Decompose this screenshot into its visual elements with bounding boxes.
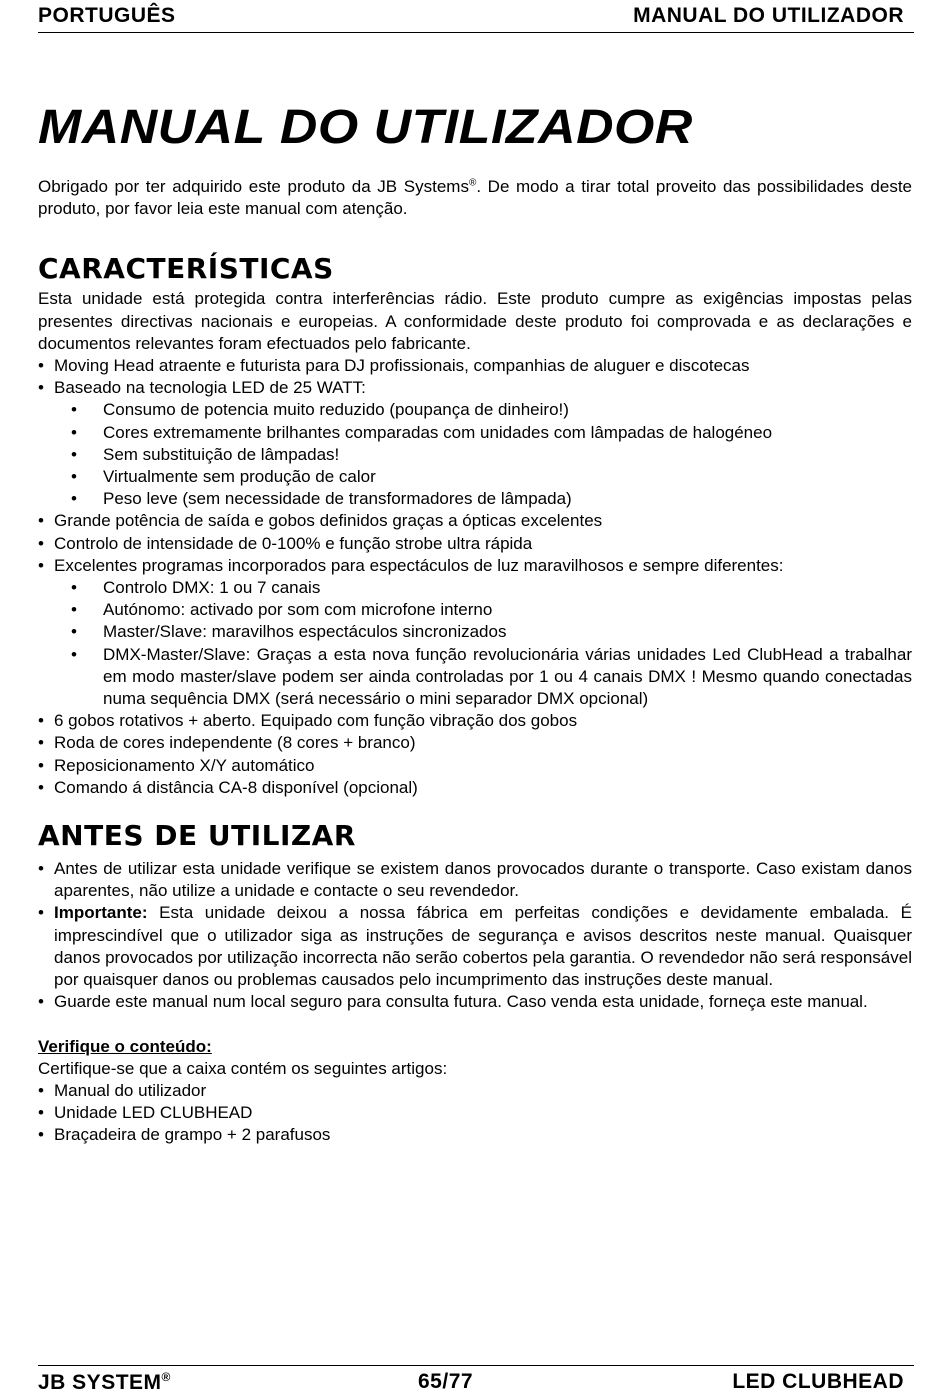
- intro-text: Obrigado por ter adquirido este produto da JB Systems: [38, 177, 469, 196]
- important-label: Importante:: [54, 903, 148, 923]
- list-item: • Antes de utilizar esta unidade verifique se existem danos provocados durante o transporte. Caso existam danos aparentes, não utilize a unidade e contacte o seu revendedor.: [38, 858, 912, 902]
- header-divider: [38, 32, 914, 33]
- list-item: • 6 gobos rotativos + aberto. Equipado com função vibração dos gobos: [38, 710, 912, 732]
- sub-list-item: • Virtualmente sem produção de calor: [38, 466, 912, 488]
- sub-list-item: • Consumo de potencia muito reduzido (poupança de dinheiro!): [38, 399, 912, 421]
- programs-sublist: [38, 577, 912, 710]
- list-item: • Braçadeira de grampo + 2 parafusos: [38, 1124, 912, 1146]
- verify-contents-heading: Verifique o conteúdo:: [38, 1036, 212, 1056]
- list-item: • Guarde este manual num local seguro para consulta futura. Caso venda esta unidade, forneça este manual.: [38, 991, 912, 1013]
- contents-list: [38, 1080, 912, 1147]
- page-title: MANUAL DO UTILIZADOR: [38, 101, 693, 154]
- list-item-text: Baseado na tecnologia LED de 25 WATT:: [54, 378, 366, 398]
- list-item: [38, 377, 912, 510]
- registered-mark: ®: [468, 177, 477, 189]
- footer-brand-text: JB SYSTEM: [38, 1371, 162, 1394]
- features-list: [38, 355, 912, 799]
- list-item: • Roda de cores independente (8 cores + branco): [38, 732, 912, 754]
- list-item: • Reposicionamento X/Y automático: [38, 755, 912, 777]
- sub-list-item: • DMX-Master/Slave: Graças a esta nova função revolucionária várias unidades Led ClubHead a trabalhar em modo master/slave podem ser ainda controladas por 1 ou 4 canais DMX ! Mesmo quando conectadas numa sequência DMX (será necessário o mini separador DMX opcional): [38, 644, 912, 711]
- footer-brand: [38, 1370, 171, 1395]
- list-item: • Controlo de intensidade de 0-100% e função strobe ultra rápida: [38, 533, 912, 555]
- list-item: • Unidade LED CLUBHEAD: [38, 1102, 912, 1124]
- led-sublist: [38, 399, 912, 510]
- sub-list-item: • Cores extremamente brilhantes comparadas com unidades com lâmpadas de halogéneo: [38, 422, 912, 444]
- header-language: PORTUGUÊS: [38, 4, 176, 27]
- intro-text-continued: . De modo a tirar total proveito das possibilidades deste produto, por favor leia este manual com atenção.: [38, 177, 912, 219]
- sub-list-item: • Master/Slave: maravilhos espectáculos sincronizados: [38, 621, 912, 643]
- features-heading: CARACTERÍSTICAS: [38, 252, 334, 286]
- page-number: 65/77: [418, 1370, 474, 1393]
- list-item: • Moving Head atraente e futurista para DJ profissionais, companhias de aluguer e discotecas: [38, 355, 912, 377]
- sub-list-item: • Autónomo: activado por som com microfone interno: [38, 599, 912, 621]
- footer-product: LED CLUBHEAD: [732, 1370, 904, 1393]
- sub-list-item: • Peso leve (sem necessidade de transformadores de lâmpada): [38, 488, 912, 510]
- important-text: Esta unidade deixou a nossa fábrica em perfeitas condições e devidamente embalada. É imprescindível que o utilizador siga as instruções de segurança e avisos descritos neste manual. Quaisquer danos provocados por utilização incorrecta não serão cobertos pela garantia. O revendedor não será responsável por quaisquer danos ou problemas causados pelo incumprimento das instruções deste manual.: [54, 903, 912, 990]
- list-item: • Grande potência de saída e gobos definidos graças a ópticas excelentes: [38, 510, 912, 532]
- footer-divider: [38, 1365, 914, 1366]
- features-paragraph: Esta unidade está protegida contra interferências rádio. Este produto cumpre as exigências impostas pelas presentes directivas nacionais e europeias. A conformidade deste produto foi comprovada e as declarações e documentos relevantes foram efectuados pelo fabricante.: [38, 289, 912, 353]
- page-footer: [38, 1370, 904, 1396]
- list-item: • Manual do utilizador: [38, 1080, 912, 1102]
- before-use-list: [38, 858, 912, 1013]
- page-header: [38, 2, 904, 30]
- header-title: MANUAL DO UTILIZADOR: [633, 4, 904, 27]
- intro-paragraph: [38, 176, 912, 220]
- list-item-text: Excelentes programas incorporados para espectáculos de luz maravilhosos e sempre diferentes:: [54, 555, 784, 575]
- list-item: [38, 902, 912, 991]
- footer-registered-mark: ®: [161, 1370, 171, 1384]
- document-body: [38, 176, 912, 1147]
- verify-contents-intro: Certifique-se que a caixa contém os seguintes artigos:: [38, 1058, 448, 1078]
- before-use-heading: ANTES DE UTILIZAR: [38, 819, 356, 853]
- sub-list-item: • Controlo DMX: 1 ou 7 canais: [38, 577, 912, 599]
- list-item: • Comando á distância CA-8 disponível (opcional): [38, 777, 912, 799]
- sub-list-item: • Sem substituição de lâmpadas!: [38, 444, 912, 466]
- list-item: [38, 555, 912, 710]
